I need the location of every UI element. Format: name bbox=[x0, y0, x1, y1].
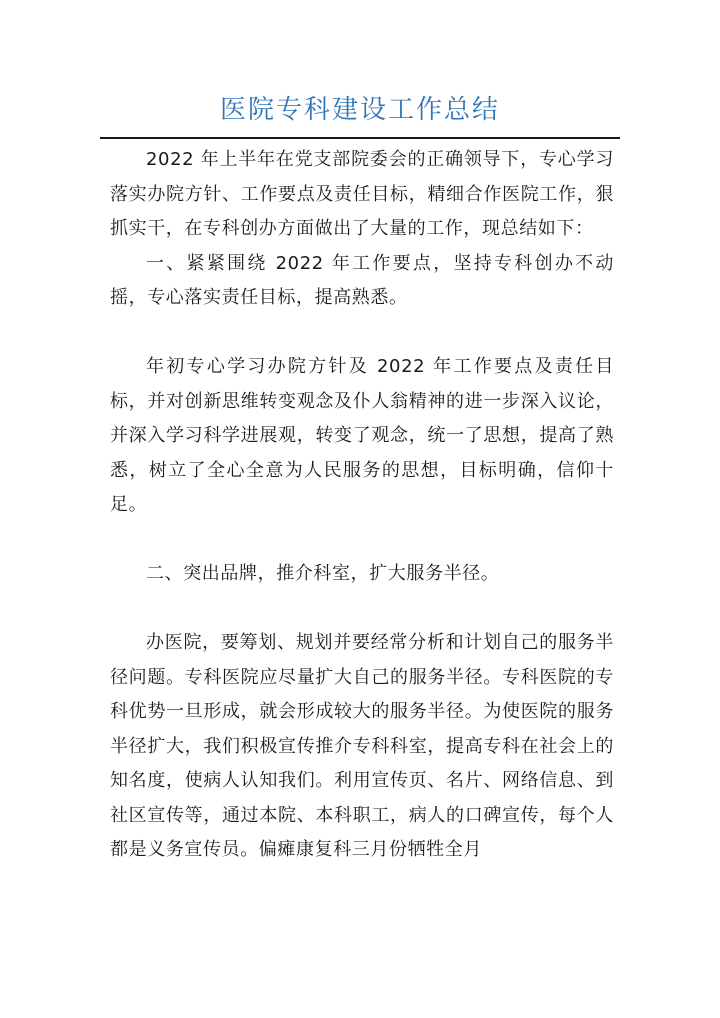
section-heading-2: 二、突出品牌，推介科室，扩大服务半径。 bbox=[146, 563, 500, 584]
section-heading-1: 一、紧紧围绕 2022 年工作要点，坚持专科创办不动摇，专心落实责任目标，提高熟悉。 bbox=[110, 252, 614, 308]
paragraph-spacer bbox=[110, 592, 614, 627]
paragraph-spacer bbox=[110, 523, 614, 558]
paragraph-study: 年初专心学习办院方针及 2022 年工作要点及责任目标，并对创新思维转变观念及仆人翁精神的进一步深入议论，并深入学习科学进展观，转变了观念，统一了思想，提高了熟悉，树立了全心全意为人民服务的思想，目标明确，信仰十足。 bbox=[110, 356, 614, 515]
document-title: 医院专科建设工作总结 bbox=[219, 95, 500, 125]
title-underline bbox=[100, 137, 620, 139]
document-body bbox=[110, 143, 614, 868]
paragraph-intro: 2022 年上半年在党支部院委会的正确领导下，专心学习落实办院方针、工作要点及责任目标，精细合作医院工作，狠抓实干，在专科创办方面做出了大量的工作，现总结如下： bbox=[110, 149, 614, 239]
paragraph-spacer bbox=[110, 316, 614, 351]
paragraph-service-radius: 办医院，要筹划、规划并要经常分析和计划自己的服务半径问题。专科医院应尽量扩大自己的服务半径。专科医院的专科优势一旦形成，就会形成较大的服务半径。为使医院的服务半径扩大，我们积极宣传推介专科科室，提高专科在社会上的知名度，使病人认知我们。利用宣传页、名片、网络信息、到社区宣传等，通过本院、本科职工，病人的口碑宣传，每个人都是义务宣传员。偏瘫康复科三月份牺牲全月 bbox=[110, 632, 614, 860]
